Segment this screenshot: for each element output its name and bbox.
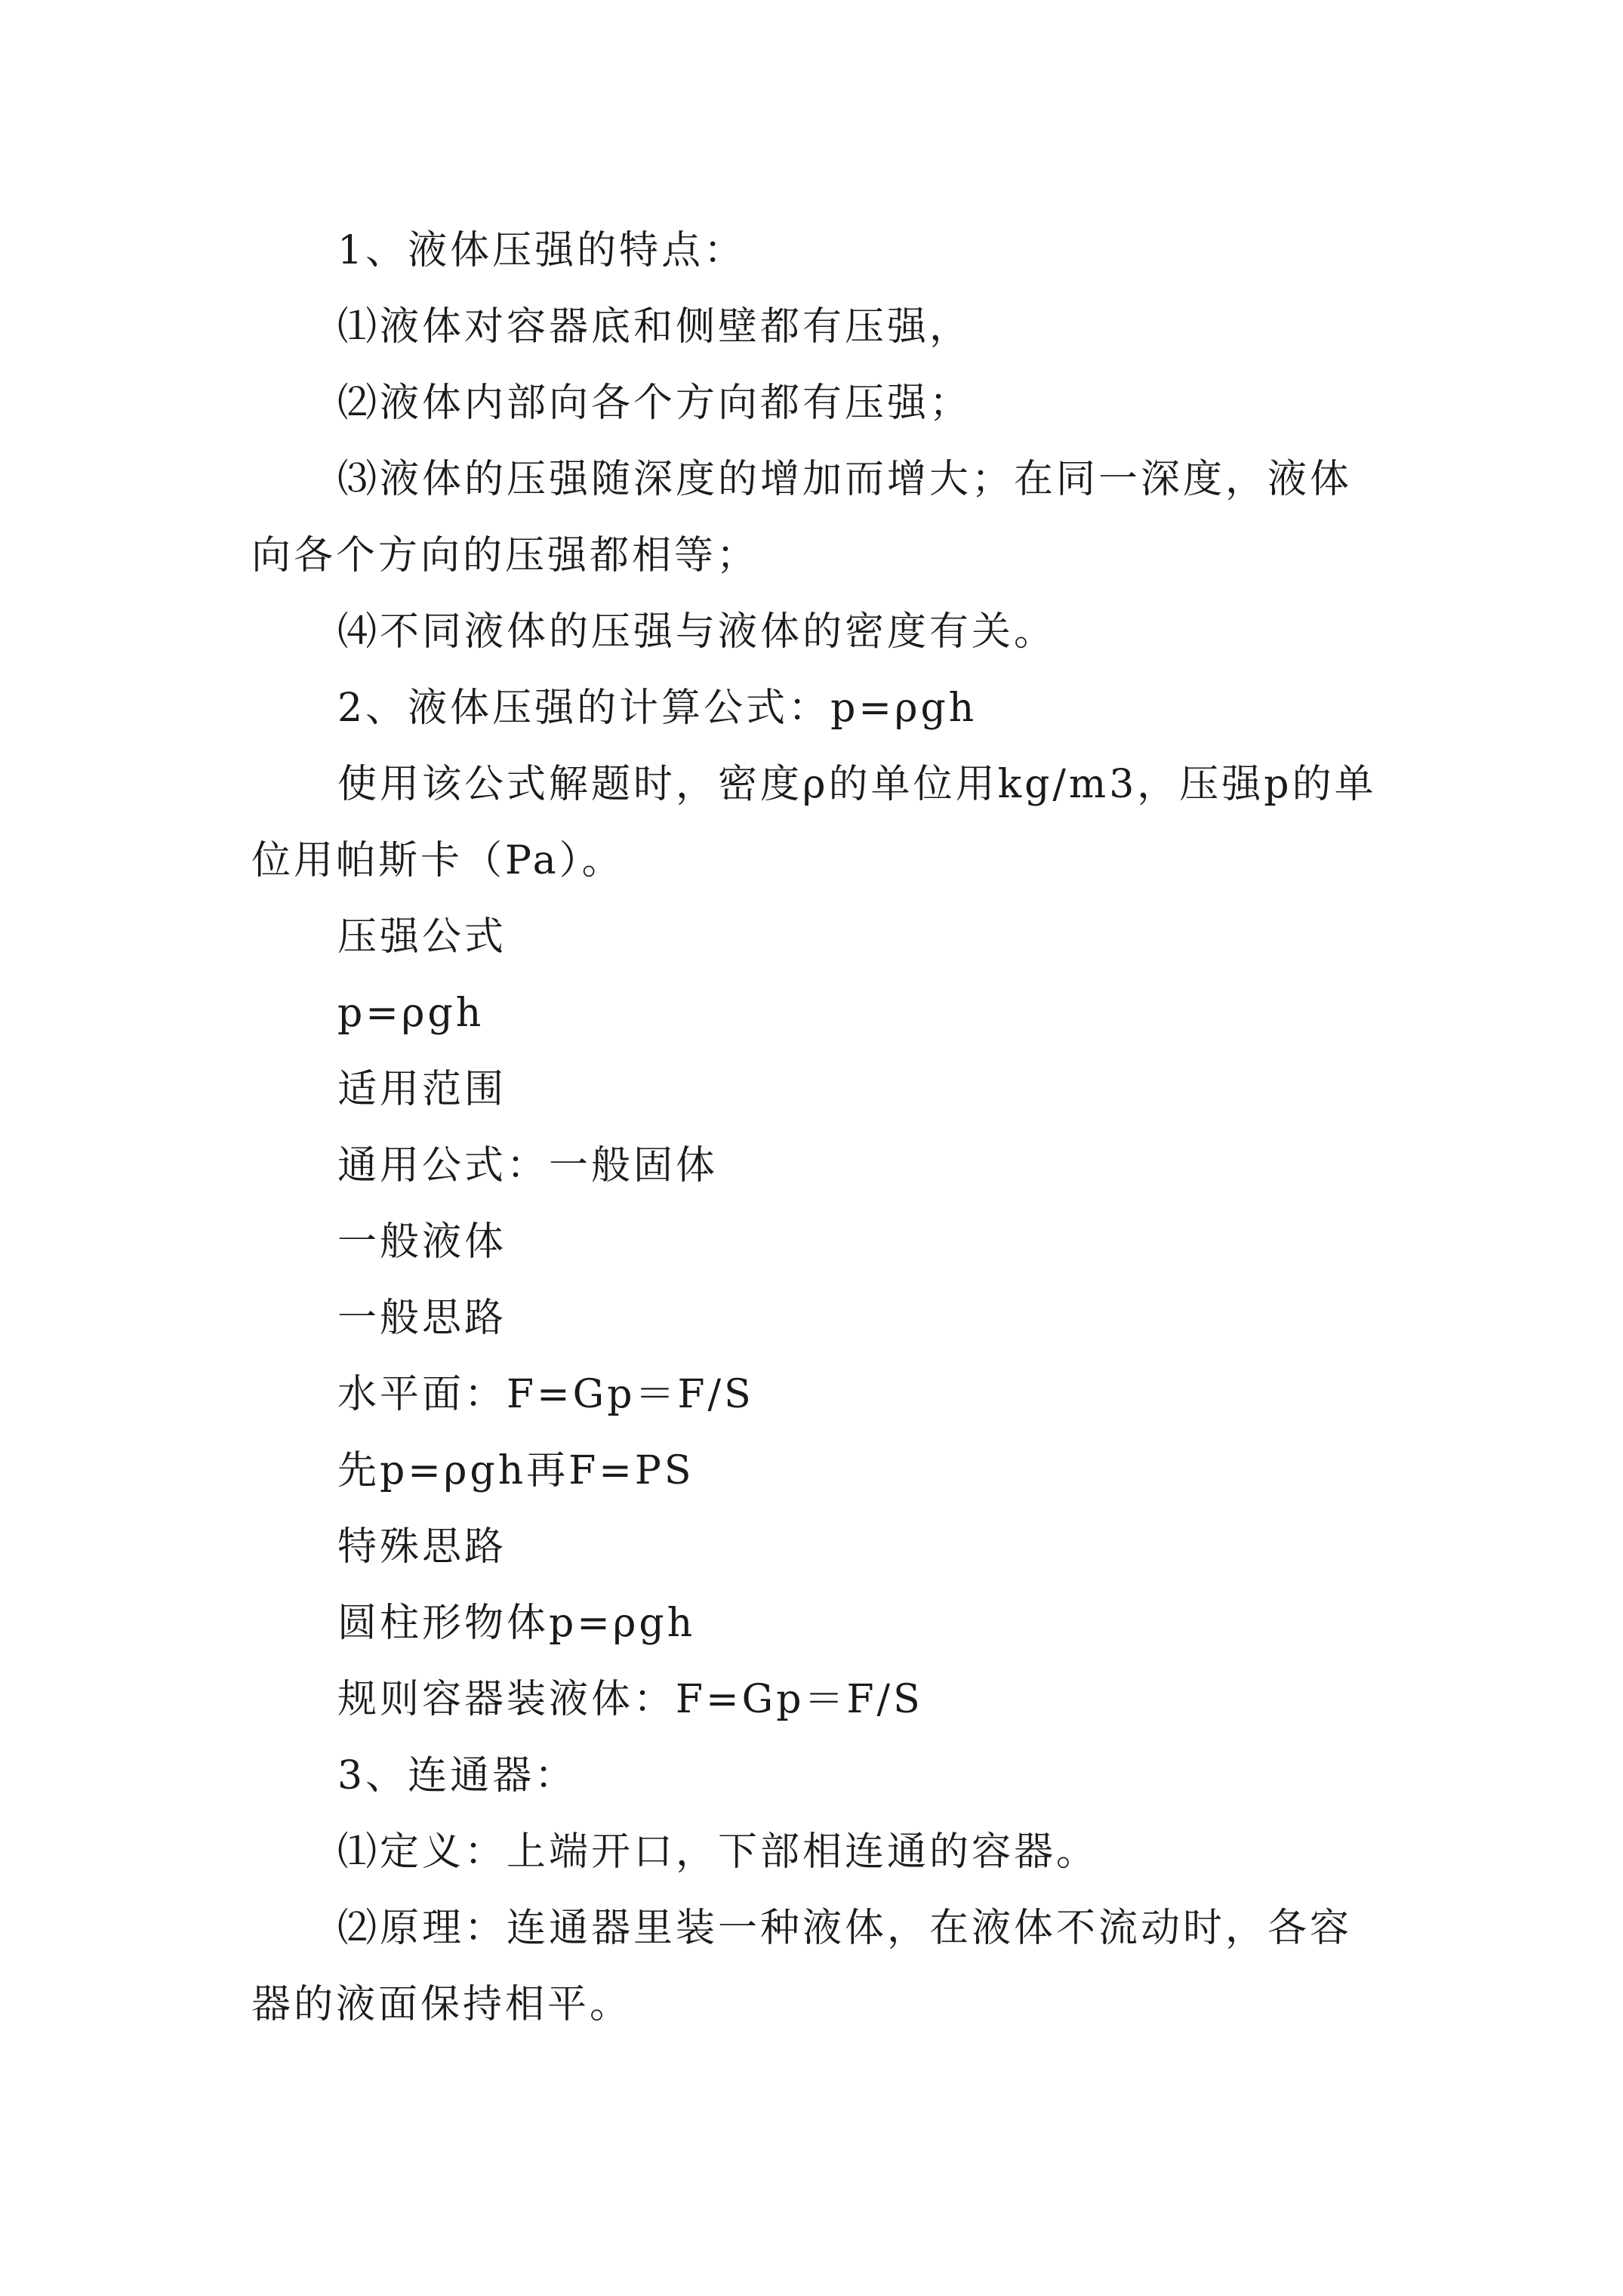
heading-liquid-pressure-features: 1、液体压强的特点：	[337, 228, 747, 273]
document-body	[251, 213, 1384, 2043]
list-item-4: ⑷不同液体的压强与液体的密度有关。	[337, 609, 1057, 655]
heading-connected-vessels: 3、连通器：	[337, 1753, 577, 1798]
list-item-1: ⑴液体对容器底和侧壁都有压强，	[337, 304, 972, 350]
list-item-3: ⑶液体的压强随深度的增加而增大；在同一深度，液体向各个方向的压强都相等；	[251, 457, 1353, 578]
text-horizontal-surface: 水平面：F=Gp＝F/S	[337, 1372, 754, 1417]
heading-pressure-formula: 2、液体压强的计算公式：p=ρgh	[337, 686, 978, 731]
text-general-approach: 一般思路	[337, 1296, 507, 1341]
list-item-2: ⑵液体内部向各个方向都有压强；	[337, 381, 972, 426]
text-scope: 适用范围	[337, 1067, 507, 1112]
text-pressure-formula: 压强公式	[337, 914, 507, 960]
list-item-principle: ⑵原理：连通器里装一种液体，在液体不流动时，各容器的液面保持相平。	[251, 1906, 1353, 2027]
text-special-approach: 特殊思路	[337, 1524, 507, 1570]
text-first-then: 先p=ρgh再F=PS	[337, 1448, 694, 1493]
list-item-definition: ⑴定义：上端开口，下部相连通的容器。	[337, 1829, 1099, 1875]
text-general-formula: 通用公式：一般固体	[337, 1143, 719, 1188]
text-regular-container: 规则容器装液体：F=Gp＝F/S	[337, 1677, 923, 1722]
text-cylinder: 圆柱形物体p=ρgh	[337, 1601, 696, 1646]
text-formula: p=ρgh	[337, 991, 485, 1036]
text-general-liquid: 一般液体	[337, 1219, 507, 1265]
formula-units-note: 使用该公式解题时，密度ρ的单位用kg/m3，压强p的单位用帕斯卡（Pa）。	[251, 762, 1377, 883]
